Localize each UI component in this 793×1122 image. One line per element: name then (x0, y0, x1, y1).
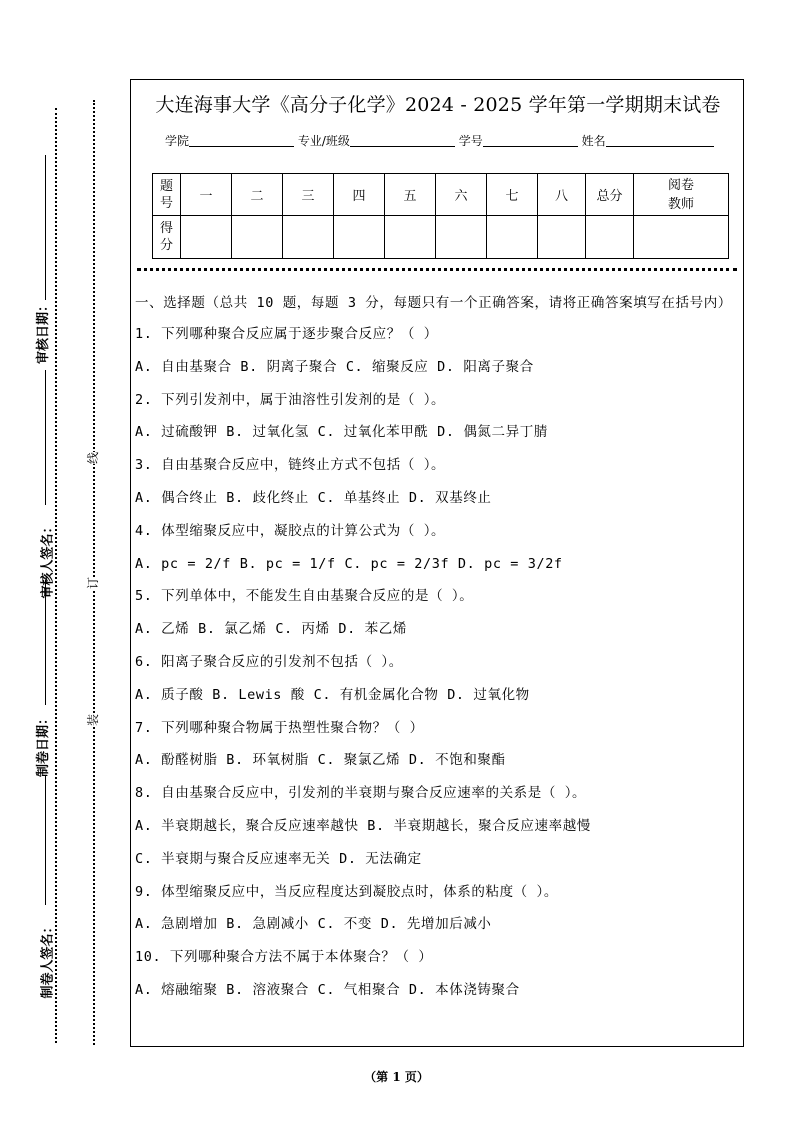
section-intro: 一、选择题（总共 10 题，每题 3 分，每题只有一个正确答案，请将正确答案填写在括号内） (135, 295, 732, 311)
options-line: A. 乙烯 B. 氯乙烯 C. 丙烯 D. 苯乙烯 (135, 621, 407, 638)
student-id-label: 学号 (458, 134, 483, 148)
outer-dotted-line (55, 108, 57, 1043)
options-line: A. 过硫酸钾 B. 过氧化氢 C. 过氧化苯甲酰 D. 偶氮二异丁腈 (135, 424, 548, 441)
col-4: 四 (334, 174, 385, 216)
score-cell[interactable] (283, 216, 334, 259)
question-line: 1. 下列哪种聚合反应属于逐步聚合反应？（ ） (135, 326, 438, 342)
score-table-header-row (153, 174, 729, 216)
score-cell-grader[interactable] (634, 216, 729, 259)
score-label: 得分 (153, 216, 181, 259)
bind-fold-char: 装 (86, 713, 101, 727)
col-6: 六 (436, 174, 487, 216)
score-cell[interactable] (436, 216, 487, 259)
question-line: 8. 自由基聚合反应中，引发剂的半衰期与聚合反应速率的关系是（ ）。 (135, 785, 587, 802)
score-table (152, 173, 729, 259)
student-info-row (165, 132, 714, 149)
major-field[interactable] (350, 134, 455, 147)
score-cell[interactable] (232, 216, 283, 259)
col-2: 二 (232, 174, 283, 216)
multiple-choice-section (135, 292, 741, 1013)
score-cell[interactable] (538, 216, 586, 259)
college-label: 学院 (165, 134, 190, 148)
question-no-label: 题号 (153, 174, 181, 216)
options-line: A. 熔融缩聚 B. 溶液聚合 C. 气相聚合 D. 本体浇铸聚合 (135, 981, 520, 998)
score-cell[interactable] (334, 216, 385, 259)
col-3: 三 (283, 174, 334, 216)
bind-line-char: 线 (86, 451, 101, 465)
maker-sign-label: 制卷人签名： (40, 920, 56, 999)
dotted-separator (137, 268, 737, 271)
score-cell-total[interactable] (586, 216, 634, 259)
score-cell[interactable] (385, 216, 436, 259)
make-date-label: 制卷日期： (36, 711, 52, 778)
question-line: 6. 阳离子聚合反应的引发剂不包括（ ）。 (135, 653, 403, 670)
exam-frame (130, 79, 744, 1047)
question-line: 7. 下列哪种聚合物属于热塑性聚合物？（ ） (135, 719, 424, 736)
question-line: 3. 自由基聚合反应中，链终止方式不包括（ ）。 (135, 457, 446, 474)
name-field[interactable] (606, 134, 714, 147)
name-label: 姓名 (581, 134, 606, 148)
score-cell[interactable] (487, 216, 538, 259)
major-label: 专业/班级 (297, 134, 350, 148)
reviewer-sign-label: 审核人签名： (40, 520, 56, 599)
col-1: 一 (181, 174, 232, 216)
options-line: A. 急剧增加 B. 急剧减小 C. 不变 D. 先增加后减小 (135, 916, 492, 933)
question-line: 2. 下列引发剂中，属于油溶性引发剂的是（ ）。 (135, 391, 446, 408)
options-line: A. 自由基聚合 B. 阴离子聚合 C. 缩聚反应 D. 阳离子聚合 (135, 358, 534, 375)
college-field[interactable] (189, 134, 294, 147)
options-line: A. 偶合终止 B. 歧化终止 C. 单基终止 D. 双基终止 (135, 489, 492, 506)
question-line: 5. 下列单体中，不能发生自由基聚合反应的是（ ）。 (135, 588, 474, 605)
bind-order-char: 订 (86, 576, 101, 590)
options-line: C. 半衰期与聚合反应速率无关 D. 无法确定 (135, 850, 422, 867)
student-id-field[interactable] (483, 134, 578, 147)
reviewer-sign-line[interactable] (45, 370, 46, 505)
exam-title: 大连海事大学《高分子化学》2024 - 2025 学年第一学期期末试卷 (155, 94, 721, 116)
make-date-line[interactable] (45, 580, 46, 705)
score-table-score-row (153, 216, 729, 259)
col-grader: 阅卷教师 (634, 174, 729, 216)
score-cell[interactable] (181, 216, 232, 259)
question-line: 10. 下列哪种聚合方法不属于本体聚合？（ ） (135, 949, 433, 966)
col-7: 七 (487, 174, 538, 216)
col-5: 五 (385, 174, 436, 216)
inner-dotted-line (93, 100, 95, 1045)
options-line: A. 半衰期越长，聚合反应速率越快 B. 半衰期越长，聚合反应速率越慢 (135, 817, 591, 834)
options-line: A. 酚醛树脂 B. 环氧树脂 C. 聚氯乙烯 D. 不饱和聚酯 (135, 752, 506, 769)
question-line: 9. 体型缩聚反应中，当反应程度达到凝胶点时，体系的粘度（ ）。 (135, 883, 558, 900)
maker-sign-line[interactable] (45, 775, 46, 905)
question-line: 4. 体型缩聚反应中，凝胶点的计算公式为（ ）。 (135, 522, 446, 539)
review-date-line[interactable] (45, 155, 46, 300)
review-date-label: 审核日期： (36, 298, 52, 365)
col-total: 总分 (586, 174, 634, 216)
options-line: A. 质子酸 B. Lewis 酸 C. 有机金属化合物 D. 过氧化物 (135, 686, 530, 703)
options-line: A. pc = 2/f B. pc = 1/f C. pc = 2/3f D. pc = 3/2f (135, 555, 563, 572)
col-8: 八 (538, 174, 586, 216)
page-number: （第 1 页） (364, 1070, 429, 1084)
